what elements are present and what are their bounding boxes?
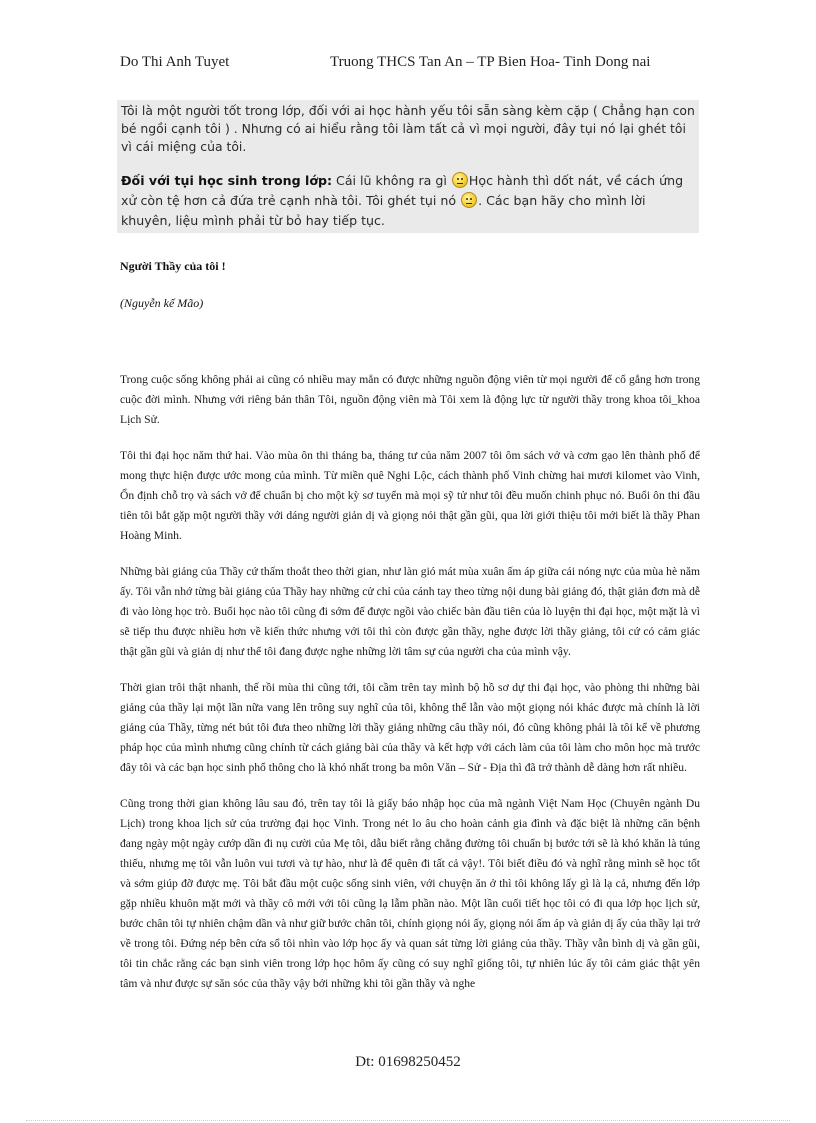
forum-lead: Đối với tụi học sinh trong lớp:	[121, 173, 333, 188]
article-paragraph: Thời gian trôi thật nhanh, thế rồi mùa thi cũng tới, tôi cầm trên tay mình bộ hồ sơ dự thi đại học, vào phòng thi những bài giảng của thầy lại một lần nữa vang lên trông suy nghĩ của tôi, không thể lẫn vào một giọng nói khác được mà chính là lời giảng của Thầy, từng nét bút tôi đưa theo những lời thầy giảng những câu thầy nói, đó cũng không phải là tôi kể về phương pháp học của mình nhưng cũng chính từ cách giảng bài của thầy và kết hợp với cách làm của tôi làm cho môn học mà trước đây tôi và các bạn học sinh phổ thông cho là khó nhất trong ba môn Văn – Sử - Địa thì đã trở thành dễ dàng hơn rất nhiều.	[120, 681, 700, 774]
page-header	[120, 54, 680, 74]
header-school: Truong THCS Tan An – TP Bien Hoa- Tinh Dong nai	[330, 54, 651, 70]
article-body	[120, 370, 700, 1010]
forum-paragraph-1: Tôi là một người tốt trong lớp, đối với ai học hành yếu tôi sẵn sàng kèm cặp ( Chẳng hạn con bé ngồi cạnh tôi ) . Nhưng có ai hiểu rằng tôi làm tất cả vì mọi người, đây tụi nó lại ghét tôi vì cái miệng của tôi.	[121, 103, 695, 154]
forum-text-c: . Các bạn hãy cho mình lời khuyên, liệu mình phải từ bỏ hay tiếp tục.	[121, 193, 646, 228]
article-author: (Nguyễn kế Mão)	[120, 296, 204, 310]
smiley-face-icon	[452, 172, 468, 188]
forum-text-b: Học hành thì dốt nát, về cách ứng xử còn tệ hơn cả đứa trẻ cạnh nhà tôi. Tôi ghét tụi nó	[121, 173, 684, 208]
header-author: Do Thi Anh Tuyet	[120, 54, 230, 70]
smiley-face-icon	[461, 192, 477, 208]
forum-post-box	[117, 100, 699, 233]
page-divider	[26, 1120, 790, 1121]
article-paragraph: Trong cuộc sống không phải ai cũng có nhiều may mắn có được những nguồn động viên từ mọi người để cố gắng hơn trong cuộc đời mình. Nhưng với riêng bản thân Tôi, nguồn động viên mà Tôi xem là động lực từ người thầy trong khoa tôi_khoa Lịch Sử.	[120, 373, 700, 426]
page-footer-phone: Dt: 01698250452	[355, 1054, 461, 1070]
forum-text-a: Cái lũ không ra gì	[332, 173, 451, 188]
article-paragraph: Tôi thi đại học năm thứ hai. Vào mùa ôn thi tháng ba, tháng tư của năm 2007 tôi ôm sách vở và cơm gạo lên thành phố để mong thực hiện được ước mong của mình. Từ miền quê Nghi Lộc, cách thành phố Vinh chừng hai mươi kilomet vào Vinh, Ổn định chỗ trọ và sách vở để chuẩn bị cho một kỳ sơ tuyển mà mọi sỹ tử như tôi đều muốn chinh phục nó. Buổi ôn thi đầu tiên tôi bắt gặp một người thầy với dáng người giản dị và giọng nói thật gần gũi, qua lời giới thiệu tôi mới biết là thầy Phan Hoàng Minh.	[120, 449, 700, 542]
article-title: Người Thầy của tôi !	[120, 259, 226, 273]
article-paragraph: Những bài giảng của Thầy cứ thấm thoắt theo thời gian, như làn gió mát mùa xuân ấm áp giữa cái nóng nực của mùa hè năm ấy. Tôi vẫn nhớ từng bài giảng của Thầy hay những cử chỉ của cánh tay theo từng nội dung bài giảng đó, thật giản đơn mà dễ đi vào lòng học trò. Buổi học nào tôi cũng đi sớm để được ngồi vào chiếc bàn đầu tiên của lò luyện thi đại học, một mặt là vì sẽ tiếp thu được nhiều hơn về kiến thức nhưng với tôi thì còn được gần thầy, nghe được lời thầy giảng, tôi cứ có cảm giác thật gần gũi và giản dị như thể tôi đang được nghe những lời tâm sự của người cha của mình vậy.	[120, 565, 701, 658]
forum-paragraph-2	[121, 171, 695, 231]
article-paragraph: Cũng trong thời gian không lâu sau đó, trên tay tôi là giấy báo nhập học của mã ngành Việt Nam Học (Chuyên ngành Du Lịch) trong khoa lịch sử của trường đại học Vinh. Trong nét lo âu cho hoàn cảnh gia đình và đặc biệt là những căn bệnh đang ngày một ngày cướp dần đi nụ cười của Mẹ tôi, dẫu biết rằng chẳng đường tôi chuẩn bị bước tới sẽ là khó khăn là túng thiếu, nhưng mẹ tôi vẫn luôn vui tươi và tự hào, như là để quên đi tất cả vậy!. Tôi biết điều đó và nghĩ rằng mình sẽ học tốt và sớm giúp đỡ được mẹ. Tôi bắt đầu một cuộc sống sinh viên, với chuyện ăn ở thì tôi không lấy gì là lạ cả, nhưng đến lớp gặp nhiều khuôn mặt mới và thầy cô mới với tôi cũng lạ lẫm phần nào. Một lần cuối tiết học tôi có đi qua lớp học lịch sử, bước chân tôi tự nhiên chậm dần và như giữ bước chân tôi, chính giọng nói ấy, giọng nói ấm áp và giản dị ấy của thầy lại trở về trong tôi. Đứng nép bên cửa sổ tôi nhìn vào lớp học ấy và quan sát từng lời giảng của thầy. Thầy vẫn bình dị và gần gũi, tôi tin chắc rằng các bạn sinh viên trong lớp học hôm ấy cũng có suy nghĩ giống tôi, tự nhiên lúc ấy tôi cảm giác thật yên tâm và như được sự săn sóc của thầy vậy bởi những khi tôi gần thầy và nghe	[120, 797, 700, 990]
